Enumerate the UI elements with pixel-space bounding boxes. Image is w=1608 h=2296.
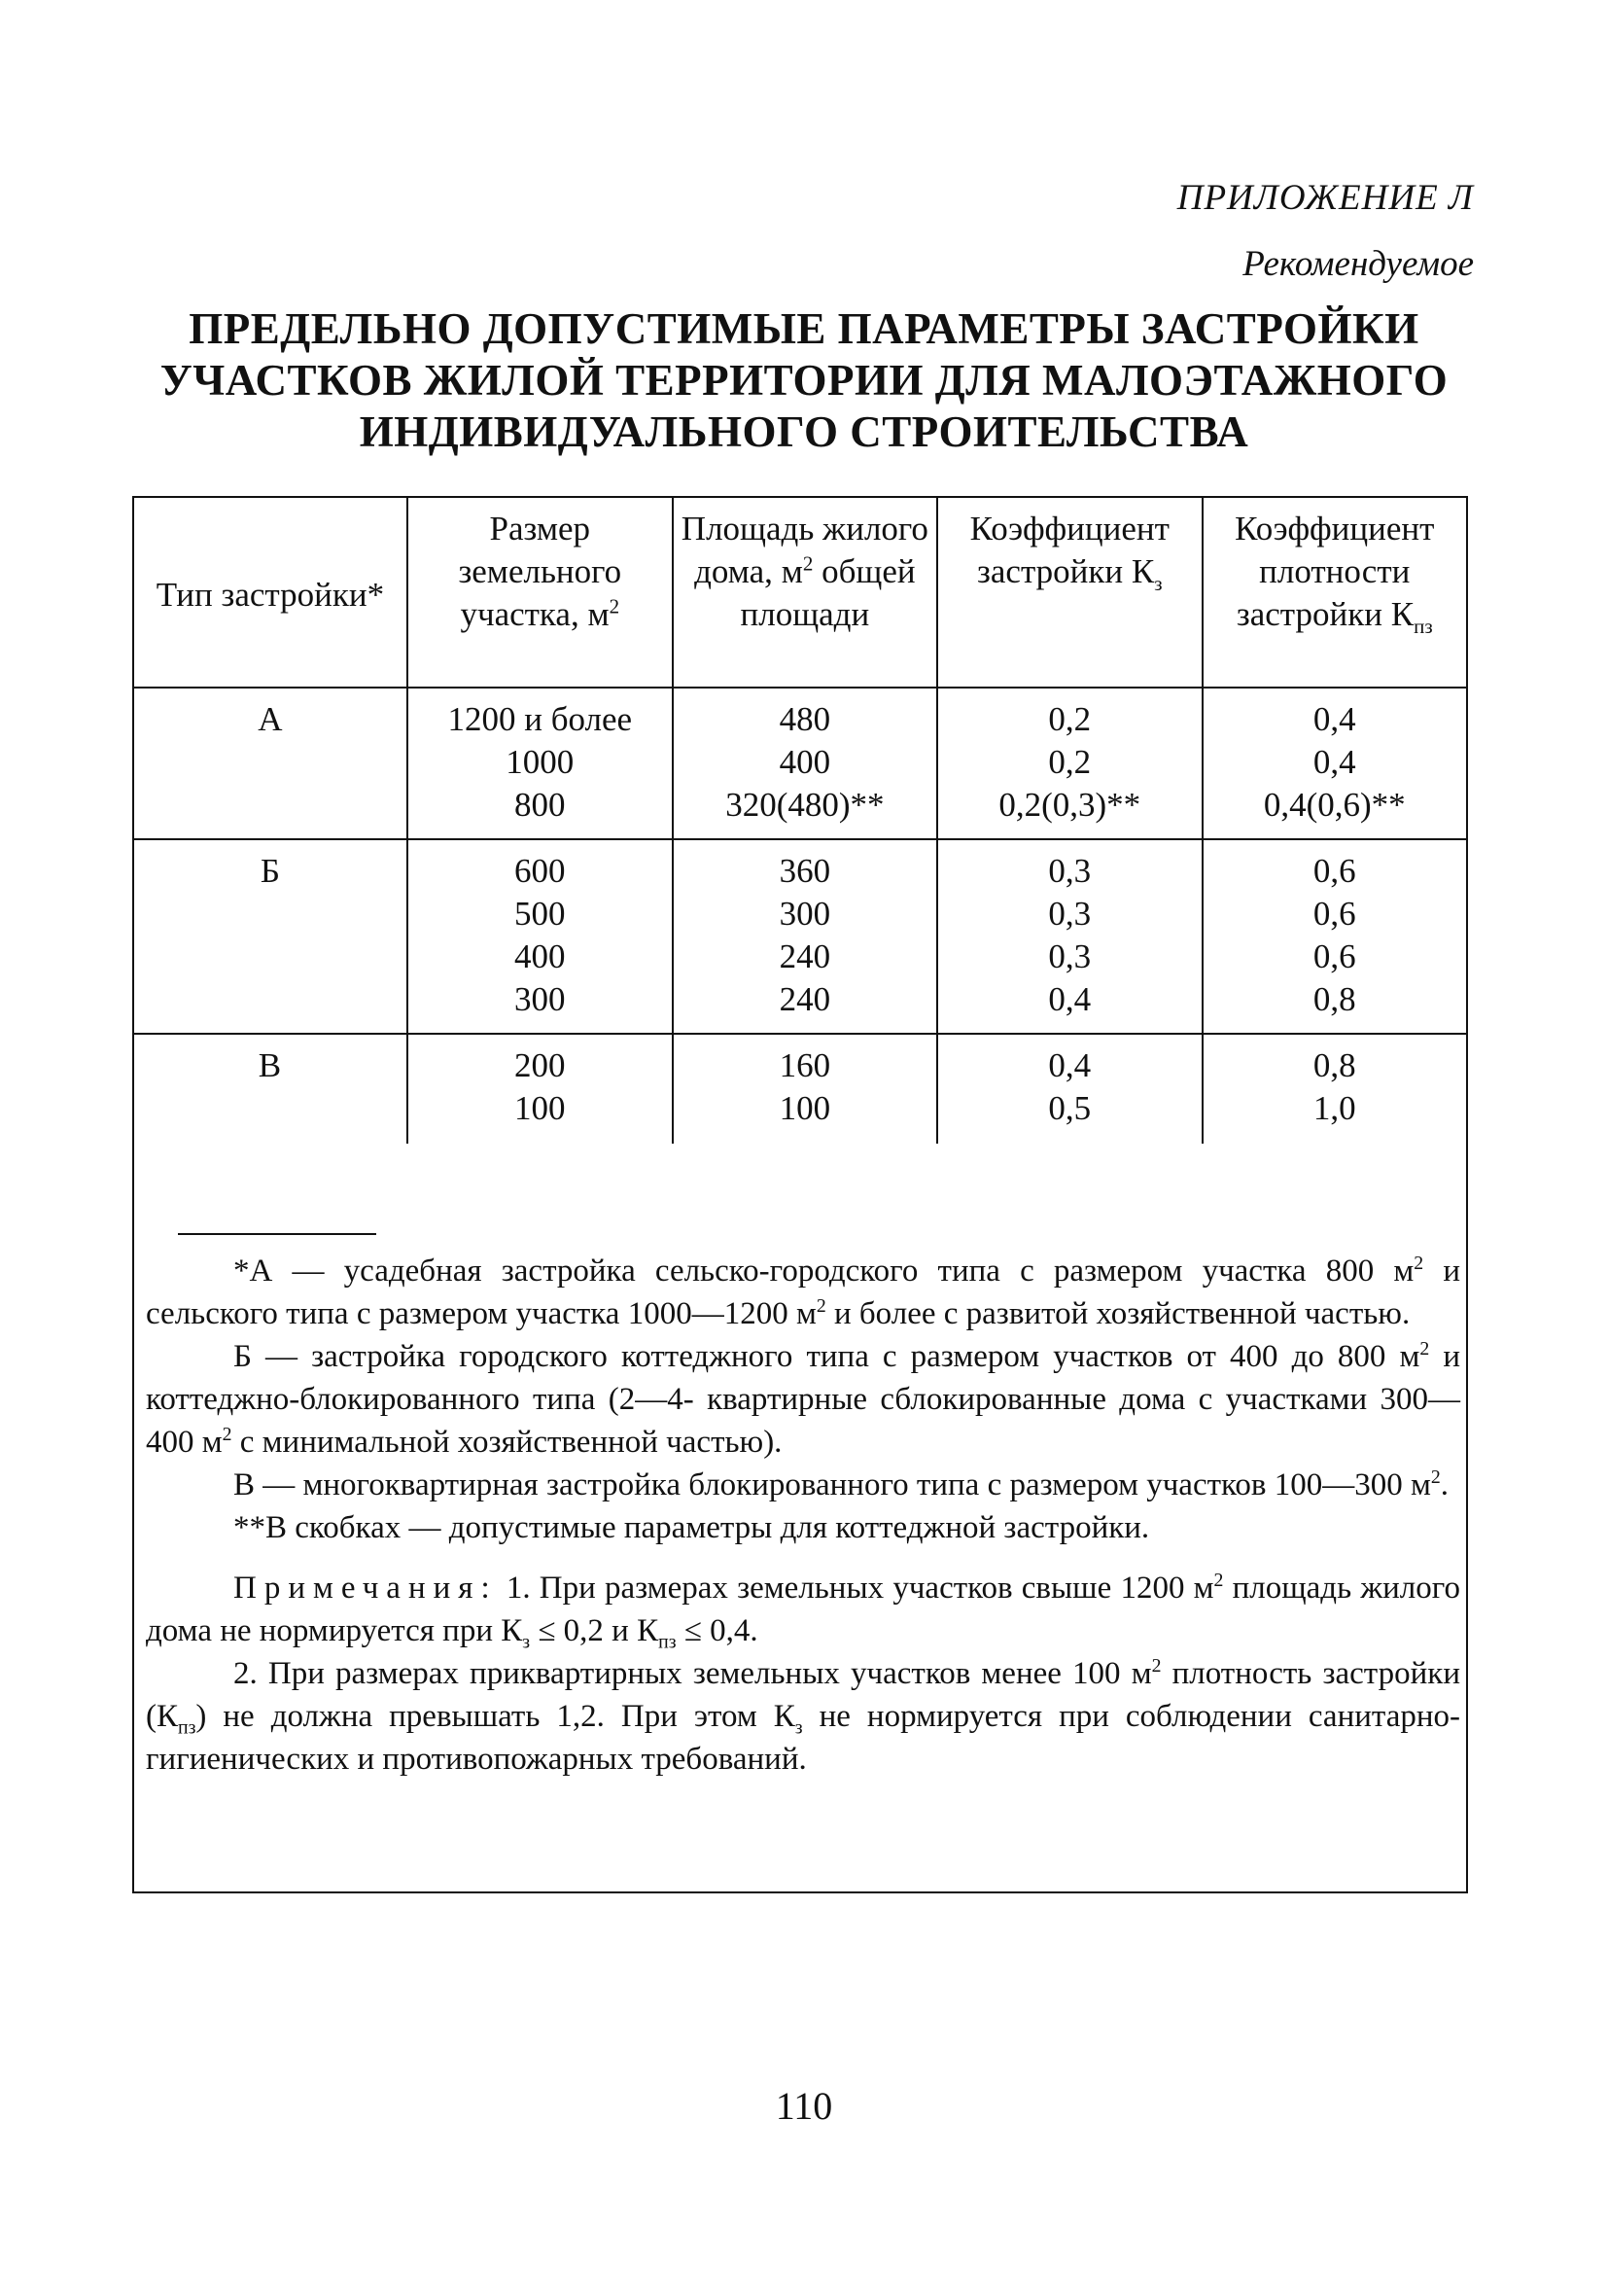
- parameters-table: [132, 496, 1468, 1144]
- footnote-b: Б — застройка городского коттеджного типа с размером участков от 400 до 800 $м^2$ и коттеджно-блокированного типа (2—4- квартирные сблокированные дома с участками 300—400 $м^2$ с минимальной хозяйственной частью).: [146, 1338, 1460, 1460]
- header-coverage-coefficient: Коэффициент застройки $К_з$: [937, 497, 1202, 688]
- appendix-label: ПРИЛОЖЕНИЕ Л: [1176, 178, 1474, 218]
- table-row-group-a: [133, 688, 1467, 839]
- note-1: Примечания: 1. При размерах земельных участков свыше 1200 $м^2$ площадь жилого дома не нормируется при $К_з \le 0,2$ и $К_{пз} \le 0,4$.: [146, 1570, 1460, 1653]
- footnote-divider: [178, 1233, 376, 1235]
- header-density-coefficient: Коэффициент плотности застройки $К_{пз}$: [1203, 497, 1467, 688]
- plot-cell: 200 100: [407, 1034, 673, 1144]
- title-line: ИНДИВИДУАЛЬНОГО СТРОИТЕЛЬСТВА: [359, 407, 1249, 456]
- table-row-group-v: [133, 1034, 1467, 1144]
- type-cell: А: [133, 688, 407, 839]
- table-header-row: [133, 497, 1467, 688]
- header-plot-size: Размер земельного участка, $м^2$: [407, 497, 673, 688]
- kz-cell: 0,2 0,2 0,2(0,3)**: [937, 688, 1202, 839]
- header-house-area: Площадь жилого дома, $м^2$ общей площади: [673, 497, 937, 688]
- area-cell: 360 300 240 240: [673, 839, 937, 1034]
- footnote-a: *А — усадебная застройка сельско-городского типа с размером участка 800 $м^2$ и сельского типа с размером участка 1000—1200 $м^2$ и более с развитой хозяйственной частью.: [146, 1253, 1460, 1331]
- footnote-v: В — многоквартирная застройка блокированного типа с размером участков 100—300 $м^2$.: [233, 1466, 1449, 1502]
- note-2: 2. При размерах приквартирных земельных участков менее 100 $м^2$ плотность застройки $(К_{пз})$ не должна превышать 1,2. При этом $К_з$ не нормируется при соблюдении санитарно-гигиенических и противопожарных требований.: [146, 1655, 1461, 1777]
- plot-cell: 1200 и более 1000 800: [407, 688, 673, 839]
- document-title: [136, 303, 1472, 458]
- page-number: 110: [775, 2084, 833, 2128]
- recommended-label: Рекомендуемое: [1242, 244, 1474, 284]
- type-cell: Б: [133, 839, 407, 1034]
- plot-cell: 600 500 400 300: [407, 839, 673, 1034]
- header-building-type: Тип застройки*: [133, 497, 407, 688]
- type-cell: В: [133, 1034, 407, 1144]
- title-line: УЧАСТКОВ ЖИЛОЙ ТЕРРИТОРИИ ДЛЯ МАЛОЭТАЖНОГО: [159, 356, 1449, 405]
- title-line: ПРЕДЕЛЬНО ДОПУСТИМЫЕ ПАРАМЕТРЫ ЗАСТРОЙКИ: [189, 304, 1419, 353]
- kpz-cell: 0,8 1,0: [1203, 1034, 1467, 1144]
- table-row-group-b: [133, 839, 1467, 1034]
- kz-cell: 0,3 0,3 0,3 0,4: [937, 839, 1202, 1034]
- kpz-cell: 0,6 0,6 0,6 0,8: [1203, 839, 1467, 1034]
- kpz-cell: 0,4 0,4 0,4(0,6)**: [1203, 688, 1467, 839]
- area-cell: 480 400 320(480)**: [673, 688, 937, 839]
- footnote-brackets: **В скобках — допустимые параметры для коттеджной застройки.: [233, 1510, 1150, 1545]
- footnotes: [146, 1250, 1460, 1781]
- area-cell: 160 100: [673, 1034, 937, 1144]
- kz-cell: 0,4 0,5: [937, 1034, 1202, 1144]
